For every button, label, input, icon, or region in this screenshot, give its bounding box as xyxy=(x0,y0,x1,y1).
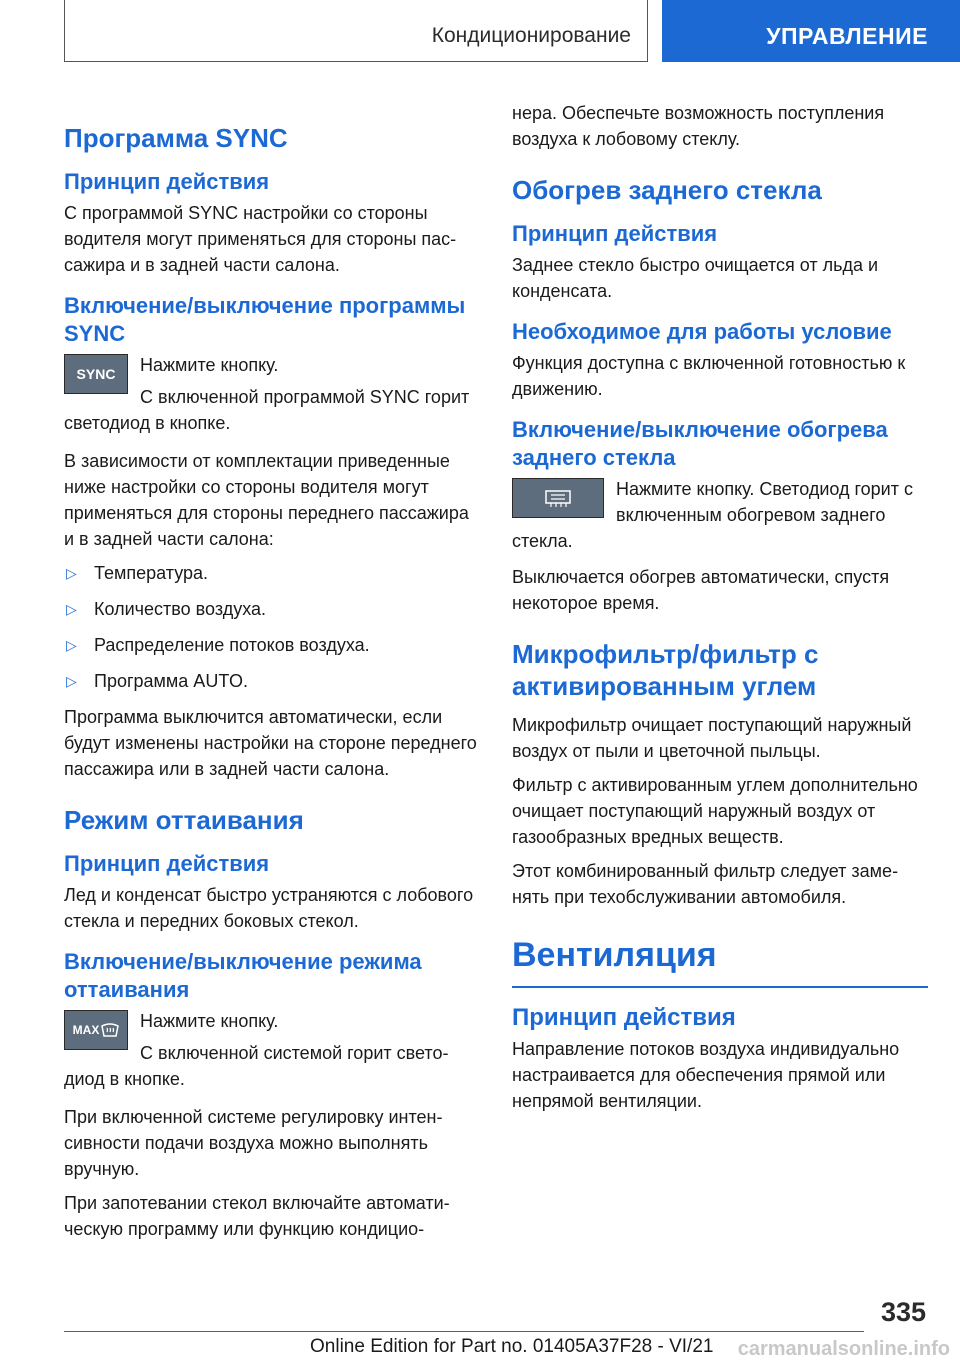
filter-text-3: Этот комбинированный фильтр следует заменять при техобслуживании автомобиля. xyxy=(512,861,899,907)
rear-condition-text: Функция доступна с включенной готовностью к движению. xyxy=(512,353,906,399)
list-item: ▷ Программа AUTO. xyxy=(64,668,478,694)
sync-principle-text: С программой SYNC настройки со стороны водителя могут применяться для стороны пассажира и в задней части салона. xyxy=(64,203,457,275)
list-item: ▷ Количество воздуха. xyxy=(64,596,478,622)
sync-auto-off-text: Программа выключится автоматически, если будут изменены настройки на стороне переднего пассажира или в задней части салона. xyxy=(64,707,477,779)
section-title: УПРАВЛЕНИЕ xyxy=(766,23,928,49)
watermark: carmanualsonline.info xyxy=(737,1338,950,1360)
defrost-press-text: Нажмите кнопку. xyxy=(140,1011,279,1031)
sync-settings-list xyxy=(64,560,478,694)
ventilation-principle-text: Направление потоков воздуха индивидуально настраивается для обеспечения прямой или непрямой вентиляции. xyxy=(512,1039,900,1111)
defrost-manual-text: При включенной системе регулировку интенсивности подачи воздуха можно выполнять вручную. xyxy=(64,1107,443,1179)
sync-button-icon xyxy=(64,354,128,394)
sync-button-label: SYNC xyxy=(76,366,116,382)
defrost-button-block xyxy=(64,1008,478,1098)
defrost-max-button-icon xyxy=(64,1010,128,1050)
defrost-fog-text: При запотевании стекол включайте автоматическую программу или функцию кондицио- xyxy=(64,1193,450,1239)
defrost-led-text: С включенной системой горит светодиод в кнопке. xyxy=(64,1043,449,1089)
rear-auto-off-text: Выключается обогрев автоматически, спустя некоторое время. xyxy=(512,567,890,613)
continued-text: нера. Обеспечьте возможность поступления воздуха к лобовому стеклу. xyxy=(512,103,885,149)
page-number: 335 xyxy=(880,1297,926,1327)
ventilation-title: Вентиляция xyxy=(512,934,928,988)
sync-title: Программа SYNC xyxy=(64,123,288,153)
sync-principle-heading: Принцип действия xyxy=(64,169,270,194)
header-chapter-box xyxy=(64,0,648,62)
filter-title: Микрофильтр/фильтр с активированным углем xyxy=(512,639,819,701)
rear-principle-text: Заднее стекло быстро очищается от льда и конденсата. xyxy=(512,255,879,301)
left-column xyxy=(64,100,478,1250)
filter-text-2: Фильтр с активированным углем дополнительно очищает поступающий наружный воздух от газообразных вредных веществ. xyxy=(512,775,918,847)
sync-button-block xyxy=(64,352,478,442)
list-item: ▷ Температура. xyxy=(64,560,478,586)
defrost-principle-heading: Принцип действия xyxy=(64,851,270,876)
sync-press-text: Нажмите кнопку. xyxy=(140,355,279,375)
sync-onoff-heading: Включение/выключение программы SYNC xyxy=(64,293,466,346)
rear-window-title: Обогрев заднего стекла xyxy=(512,175,822,205)
list-item: ▷ Распределение потоков воздуха. xyxy=(64,632,478,658)
rear-button-block xyxy=(512,476,928,560)
defrost-principle-text: Лед и конденсат быстро устраняются с лобового стекла и передних боковых стекол. xyxy=(64,885,474,931)
sync-depend-text: В зависимости от комплектации приведенные ниже настройки со стороны водителя могут применяться для стороны переднего пассажира и в задней части салона: xyxy=(64,451,469,549)
triangle-bullet-icon: ▷ xyxy=(66,637,77,653)
triangle-bullet-icon: ▷ xyxy=(66,601,77,617)
rear-condition-heading: Необходимое для работы условие xyxy=(512,319,892,344)
right-column xyxy=(512,100,928,1122)
rear-window-heat-button-icon xyxy=(512,478,604,518)
triangle-bullet-icon: ▷ xyxy=(66,673,77,689)
windshield-heat-icon xyxy=(101,1022,119,1038)
rear-principle-heading: Принцип действия xyxy=(512,221,718,246)
ventilation-principle-heading: Принцип действия xyxy=(512,1004,736,1031)
rear-press-text: Нажмите кнопку. Светодиод горит с включенным обогревом заднего стекла. xyxy=(512,479,913,551)
sync-led-text: С включенной программой SYNC горит светодиод в кнопке. xyxy=(64,387,470,433)
edition-text: Online Edition for Part no. 01405A37F28 - VI/21 xyxy=(310,1336,714,1357)
defrost-onoff-heading: Включение/выключение режима оттаивания xyxy=(64,949,422,1002)
filter-text-1: Микрофильтр очищает поступающий наружный воздух от пыли и цветочной пыльцы. xyxy=(512,715,912,761)
triangle-bullet-icon: ▷ xyxy=(66,565,77,581)
chapter-title: Кондиционирование xyxy=(431,24,631,47)
header-section-tab xyxy=(662,0,960,62)
defrost-button-label: MAX xyxy=(72,1023,100,1037)
rear-window-heat-icon xyxy=(543,488,573,508)
footer-divider xyxy=(64,1331,864,1332)
defrost-title: Режим оттаивания xyxy=(64,805,304,835)
rear-onoff-heading: Включение/выключение обогрева заднего стекла xyxy=(512,417,888,470)
